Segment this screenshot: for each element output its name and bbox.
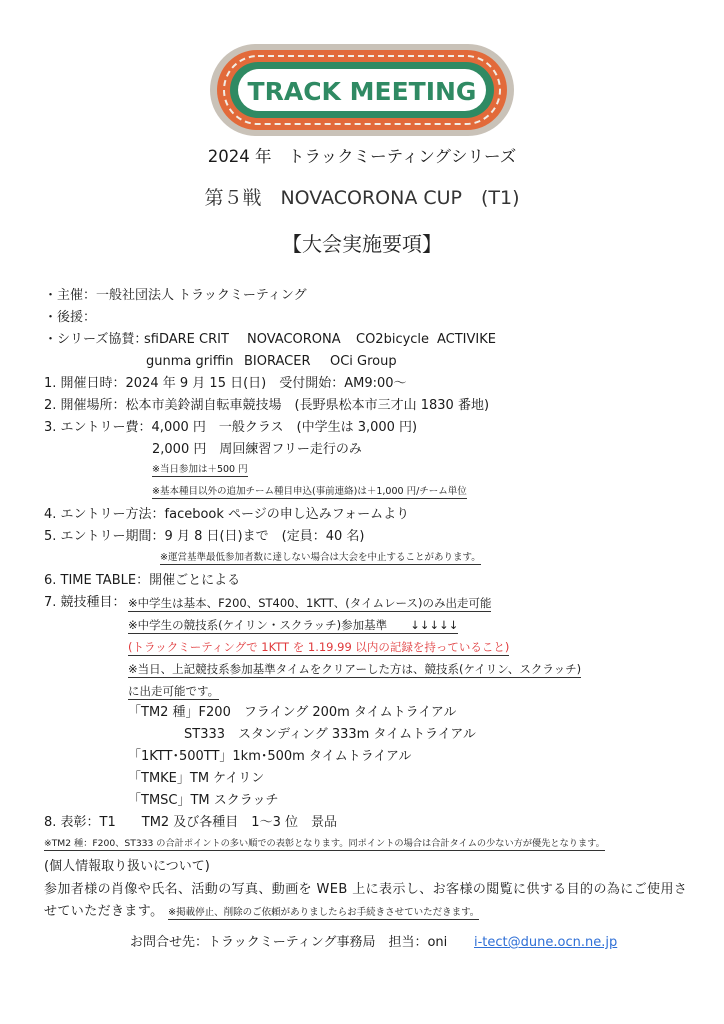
- event-tmsc: 「TMSC」TM スクラッチ: [128, 793, 279, 808]
- entry-period: 5. エントリー期間：9 月 8 日(日)まで (定員：40 名): [44, 529, 365, 544]
- awards: 8. 表彰：T1 TM2 及び各種目 1～3 位 景品: [44, 815, 337, 830]
- entry-fee-practice: 2,000 円 周回練習フリー走行のみ: [152, 442, 362, 457]
- event-tm2-st333: ST333 スタンディング 333m タイムトライアル: [184, 727, 476, 742]
- timetable: 6. TIME TABLE：開催ごとによる: [44, 573, 241, 588]
- sponsors-label: ・シリーズ協賛：: [44, 332, 148, 347]
- events-label: 7. 競技種目：: [44, 595, 126, 610]
- sponsor-bioracer: BIORACER: [244, 354, 311, 369]
- events-note-criteria: ※中学生の競技系(ケイリン・スクラッチ)参加基準 ↓↓↓↓↓: [128, 618, 459, 632]
- events-note-record: (トラックミーティングで 1KTT を 1.19.99 以内の記録を持っていること): [128, 640, 510, 654]
- fee-note-team: ※基本種目以外の追加チーム種目申込(事前連絡)は＋1,000 円/チーム単位: [152, 486, 467, 497]
- sponsor-novacorona: NOVACORONA: [247, 332, 341, 347]
- event-tmke: 「TMKE」TM ケイリン: [128, 771, 265, 786]
- events-note-sameday: ※当日、上記競技系参加基準タイムをクリアーした方は、競技系(ケイリン、スクラッチ): [128, 662, 582, 676]
- fee-note-same-day: ※当日参加は＋500 円: [152, 464, 248, 475]
- privacy-text: 参加者様の肖像や氏名、活動の写真、動画を WEB 上に表示し、お客様の閲覧に供する目的の為にご使用させていただきます。: [44, 882, 688, 919]
- track-meeting-logo: [208, 42, 516, 138]
- logo-text: TRACK MEETING: [247, 77, 477, 106]
- events-note-junior: ※中学生は基本、F200、ST400、1KTT、(タイムレース)のみ出走可能: [128, 596, 492, 610]
- events-note-eligible: に出走可能です。: [128, 684, 220, 698]
- entry-note: ※運営基準最低参加者数に達しない場合は大会を中止することがあります。: [160, 552, 481, 563]
- sponsor-sfidare: sfiDARE CRIT: [144, 332, 229, 347]
- sponsor-co2bicycle: CO2bicycle: [356, 332, 430, 347]
- contact-email-link[interactable]: i-tect@dune.ocn.ne.jp: [474, 935, 618, 950]
- series-title: 2024 年 トラックミーティングシリーズ: [207, 147, 517, 166]
- event-venue: 2. 開催場所：松本市美鈴湖自転車競技場 (長野県松本市三才山 1830 番地): [44, 398, 490, 413]
- section-heading: 【大会実施要項】: [282, 232, 442, 256]
- contact-label: お問合せ先：トラックミーティング事務局 担当：oni: [130, 935, 448, 950]
- event-title: 第５戦 NOVACORONA CUP (T1): [204, 187, 520, 209]
- support: ・後援：: [44, 310, 97, 325]
- sponsor-oci-group: OCi Group: [330, 354, 397, 369]
- awards-note: ※TM2 種：F200、ST333 の合計ポイントの多い順での表彰となります。同ポイントの場合は合計タイムの少ない方が優先となります。: [44, 838, 605, 849]
- privacy-note: ※掲載停止、削除のご依頼がありましたらお手続きさせていただきます。: [168, 907, 480, 918]
- sponsor-activike: ACTIVIKE: [437, 332, 496, 347]
- entry-method: 4. エントリー方法：facebook ページの申し込みフォームより: [44, 507, 410, 522]
- event-tm2-f200: 「TM2 種」F200 フライング 200m タイムトライアル: [128, 705, 457, 720]
- organizer: ・主催：一般社団法人 トラックミーティング: [44, 288, 307, 303]
- event-date: 1. 開催日時：2024 年 9 月 15 日(日) 受付開始：AM9:00～: [44, 376, 407, 391]
- entry-fee: 3. エントリー費：4,000 円 一般クラス (中学生は 3,000 円): [44, 420, 418, 435]
- privacy-paragraph: [44, 879, 690, 924]
- privacy-title: (個人情報取り扱いについて): [44, 859, 210, 874]
- event-1ktt: 「1KTT･500TT」1km･500m タイムトライアル: [128, 749, 412, 764]
- sponsor-gunma-griffin: gunma griffin: [146, 354, 234, 369]
